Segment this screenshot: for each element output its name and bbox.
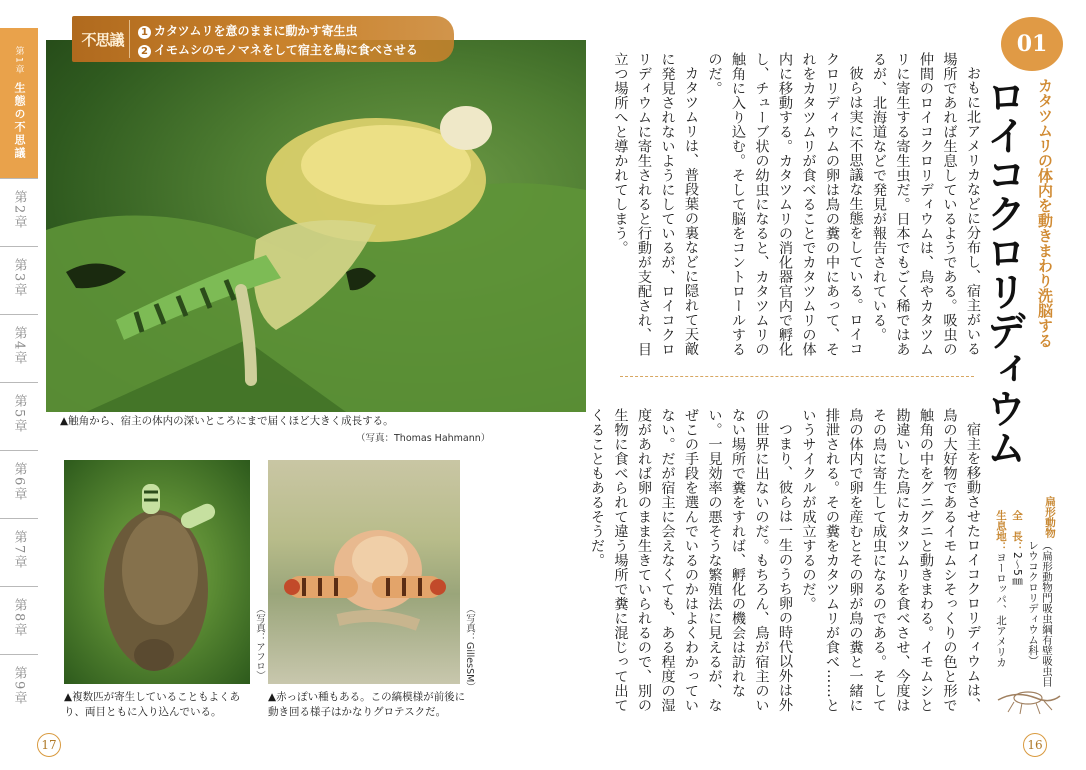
parasite-sketch-icon <box>992 676 1066 716</box>
length-info <box>1010 510 1024 660</box>
habitat-value: ヨーロッパ、北アメリカ <box>995 552 1007 668</box>
body-paragraph: つまり、彼らは一生のうち卵の時代以外は外の世界に出ないのだ。もちろん、鳥が宿主のいない場所で糞をすれば、孵化の機会は訪れない。一見効率の悪そうな繁殖法に見えるが、なぜこの手段を選んでいるのかはよくわかっていない。だが宿主に会えなくても、ある程度の湿度があれば卵のまま生きていられるので、別の生物に食べられて違う場所で糞に混じって出てくることもあるそうだ。 <box>589 408 793 713</box>
body-text-upper <box>612 52 984 358</box>
banner-point-2-number: 2 <box>138 45 151 58</box>
banner-point-2-text: イモムシのモノマネをして宿主を鳥に食べさせる <box>154 43 418 57</box>
main-photo-caption: ▲触角から、宿主の体内の深いところにまで届くほど大きく成長する。 <box>60 415 394 427</box>
banner-point-1 <box>138 22 358 39</box>
length-label: 全 長： <box>1011 510 1023 552</box>
photo-a-caption: ▲複数匹が寄生していることもよくあり、両目ともに入り込んでいる。 <box>64 691 241 718</box>
habitat-label: 生息地： <box>995 510 1007 552</box>
banner-point-2 <box>138 41 418 58</box>
brown-snail-illustration <box>64 460 250 684</box>
chapter-tab-7[interactable]: 第7章 <box>0 518 38 582</box>
article-number-badge: 01 <box>1001 17 1063 71</box>
body-paragraph: おもに北アメリカなどに分布し、宿主がいる場所であれば生息しているようである。吸虫の仲間のロイコクロリディウムは、鳥やカタツムリに寄生する寄生虫だ。日本でもごく稀ではあるが、北海道などで発見が報告されている。 <box>871 52 981 357</box>
length-value: 2～5㎜ <box>1011 552 1023 587</box>
chapter-tab-2[interactable]: 第2章 <box>0 178 38 242</box>
classification-label: 扁形動物 <box>1044 496 1056 538</box>
chapter-tab-1-label: 生態の不思議 <box>13 81 26 160</box>
article-title: ロイコクロリディウム <box>980 76 1026 466</box>
mystery-banner <box>72 16 454 62</box>
photo-a-credit: （写真：アフロ） <box>254 604 265 680</box>
page-number-right: 16 <box>1023 733 1047 757</box>
chapter-tab-4[interactable]: 第4章 <box>0 314 38 378</box>
article-subtitle: カタツムリの体内を動きまわり洗脳する <box>1036 78 1054 348</box>
red-striped-parasite-photo <box>268 460 460 684</box>
chapter-tab-1[interactable] <box>0 28 38 178</box>
chapter-tab-5[interactable]: 第5章 <box>0 382 38 446</box>
classification-detail: （扁形動物門吸虫綱有壁吸虫目レウコクロリディウム科） <box>1027 540 1053 687</box>
photo-b-credit: （写真：GillesSM） <box>464 604 475 692</box>
main-photo-credit: （写真：Thomas Hahmann） <box>356 433 491 444</box>
chapter-tab-3[interactable]: 第3章 <box>0 246 38 310</box>
banner-point-1-text: カタツムリを意のままに動かす寄生虫 <box>154 24 358 38</box>
page-number-left: 17 <box>37 733 61 757</box>
photo-b-caption: ▲赤っぽい種もある。この縞模様が前後に動き回る様子はかなりグロテスクだ。 <box>268 691 466 718</box>
chapter-tab-8[interactable]: 第8章 <box>0 586 38 650</box>
chapter-tab-6[interactable]: 第6章 <box>0 450 38 514</box>
snail-illustration <box>46 40 586 412</box>
section-divider <box>620 376 974 377</box>
body-text-lower <box>589 408 984 714</box>
chapter-tab-1-number: 第1章 <box>13 46 24 76</box>
body-paragraph: カタツムリは、普段葉の裏などに隠れて天敵に発見されないようにしているが、ロイコクロリディウムに寄生されると行動が支配され、目立つ場所へと導かれてしまう。 <box>612 52 699 357</box>
habitat-info <box>994 510 1008 670</box>
body-paragraph: 彼らは実に不思議な生態をしている。ロイコクロリディウムの卵は鳥の糞の中にあって、それをカタツムリが食べることでカタツムリの体内に移動する。カタツムリの消化器官内で孵化し、チューブ状の幼虫になると、カタツムリの触角に入り込む。そして脳をコントロールするのだ。 <box>706 52 864 357</box>
banner-point-1-number: 1 <box>138 26 151 39</box>
multi-infected-snail-photo <box>64 460 250 684</box>
body-paragraph: 宿主を移動させたロイコクロリディウムは、鳥の大好物であるイモムシそっくりの色と形で触角の中をグニグニと動きまわる。イモムシと勘違いした鳥にカタツムリを食べさせ、今度はその鳥に寄生して成虫になるのである。そして鳥の体内で卵を産むとその卵が鳥の糞と一緒に排泄される。その糞をカタツムリが食べ……というサイクルが成立するのだ。 <box>800 408 981 713</box>
main-snail-photo <box>46 40 586 412</box>
chapter-tab-9[interactable]: 第9章 <box>0 654 38 718</box>
red-parasite-illustration <box>268 460 460 684</box>
fushigi-mark: 不思議 <box>76 20 130 58</box>
